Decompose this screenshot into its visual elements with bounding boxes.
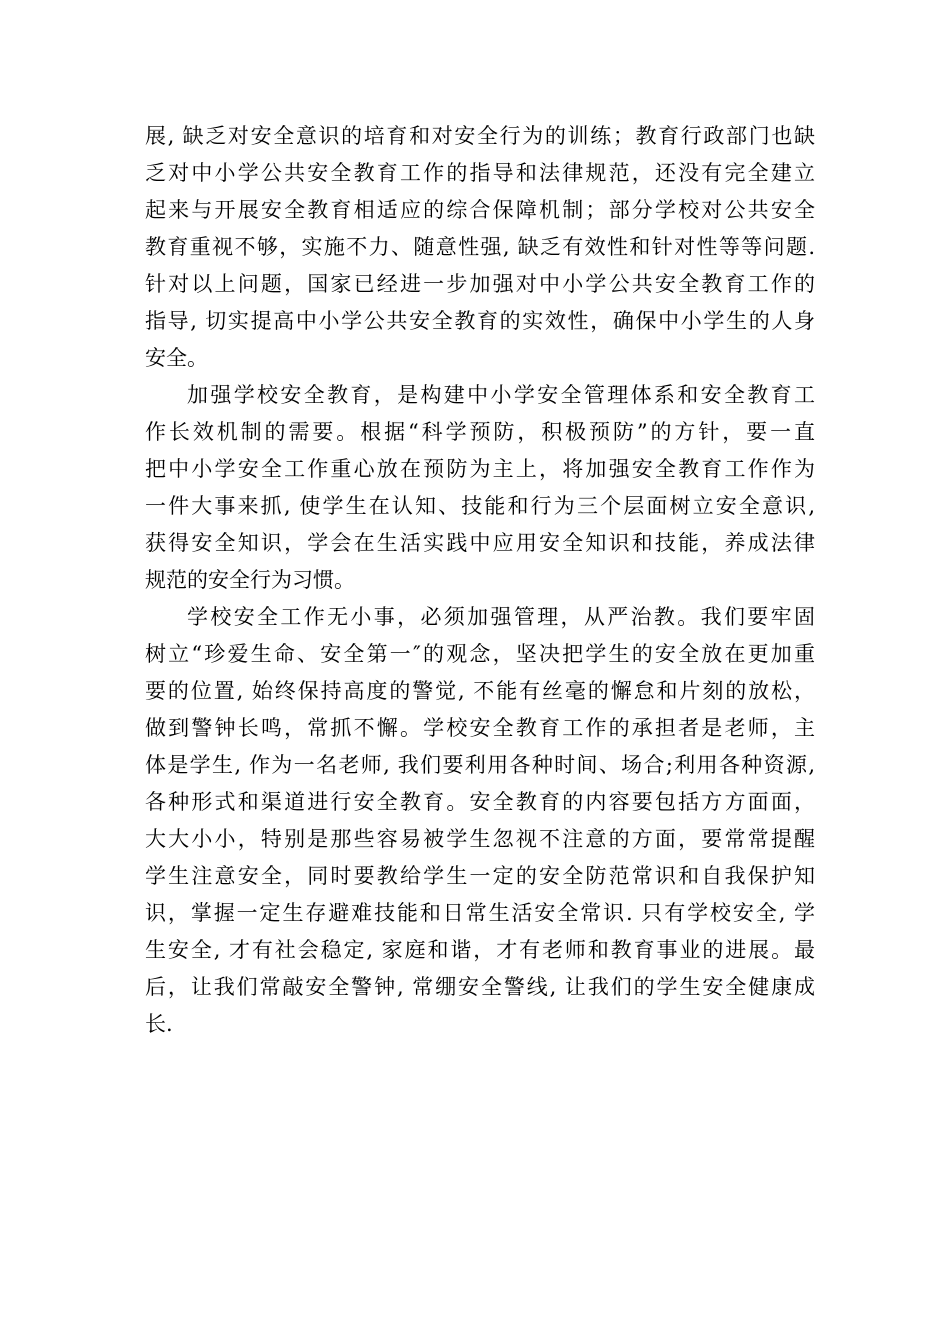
text-line: 针对以上问题，国家已经进一步加强对中小学公共安全教育工作的 (145, 272, 815, 296)
text-line: 乏对中小学公共安全教育工作的指导和法律规范，还没有完全建立 (145, 161, 815, 185)
text-line: 体是学生, 作为一名老师, 我们要利用各种时间、场合;利用各种资源, (145, 753, 815, 777)
text-line: 生安全, 才有社会稳定, 家庭和谐，才有老师和教育事业的进展。最 (145, 938, 815, 962)
text-line: 作长效机制的需要。根据“科学预防，积极预防”的方针，要一直 (145, 420, 815, 444)
text-line: 安全。 (145, 346, 208, 370)
text-line: 学校安全工作无小事，必须加强管理，从严治教。我们要牢固 (187, 605, 815, 629)
text-line: 指导, 切实提高中小学公共安全教育的实效性，确保中小学生的人身 (145, 309, 815, 333)
text-line: 一件大事来抓, 使学生在认知、技能和行为三个层面树立安全意识, (145, 494, 815, 518)
paragraph-1 (145, 118, 815, 377)
paragraph-2 (145, 377, 815, 599)
text-line: 各种形式和渠道进行安全教育。安全教育的内容要包括方方面面， (145, 790, 815, 814)
text-line: 要的位置, 始终保持高度的警觉, 不能有丝毫的懈怠和片刻的放松， (145, 679, 815, 703)
text-line: 加强学校安全教育，是构建中小学安全管理体系和安全教育工 (187, 383, 815, 407)
text-line: 获得安全知识，学会在生活实践中应用安全知识和技能，养成法律 (145, 531, 815, 555)
paragraph-3 (145, 599, 815, 1043)
text-line: 规范的安全行为习惯。 (145, 568, 355, 592)
text-line: 起来与开展安全教育相适应的综合保障机制；部分学校对公共安全 (145, 198, 815, 222)
text-line: 做到警钟长鸣，常抓不懈。学校安全教育工作的承担者是老师，主 (145, 716, 815, 740)
text-line: 后，让我们常敲安全警钟, 常绷安全警线, 让我们的学生安全健康成 (145, 975, 815, 999)
text-line: 展, 缺乏对安全意识的培育和对安全行为的训练；教育行政部门也缺 (145, 124, 815, 148)
text-line: 教育重视不够，实施不力、随意性强, 缺乏有效性和针对性等等问题. (145, 235, 815, 259)
text-line: 长. (145, 1012, 173, 1036)
text-line: 大大小小，特别是那些容易被学生忽视不注意的方面，要常常提醒 (145, 827, 815, 851)
text-line: 学生注意安全，同时要教给学生一定的安全防范常识和自我保护知 (145, 864, 815, 888)
text-line: 识，掌握一定生存避难技能和日常生活安全常识. 只有学校安全, 学 (145, 901, 815, 925)
text-line: 把中小学安全工作重心放在预防为主上，将加强安全教育工作作为 (145, 457, 815, 481)
text-line: 树立“珍爱生命、安全第一″的观念，坚决把学生的安全放在更加重 (145, 642, 815, 666)
body-text (145, 118, 815, 1043)
